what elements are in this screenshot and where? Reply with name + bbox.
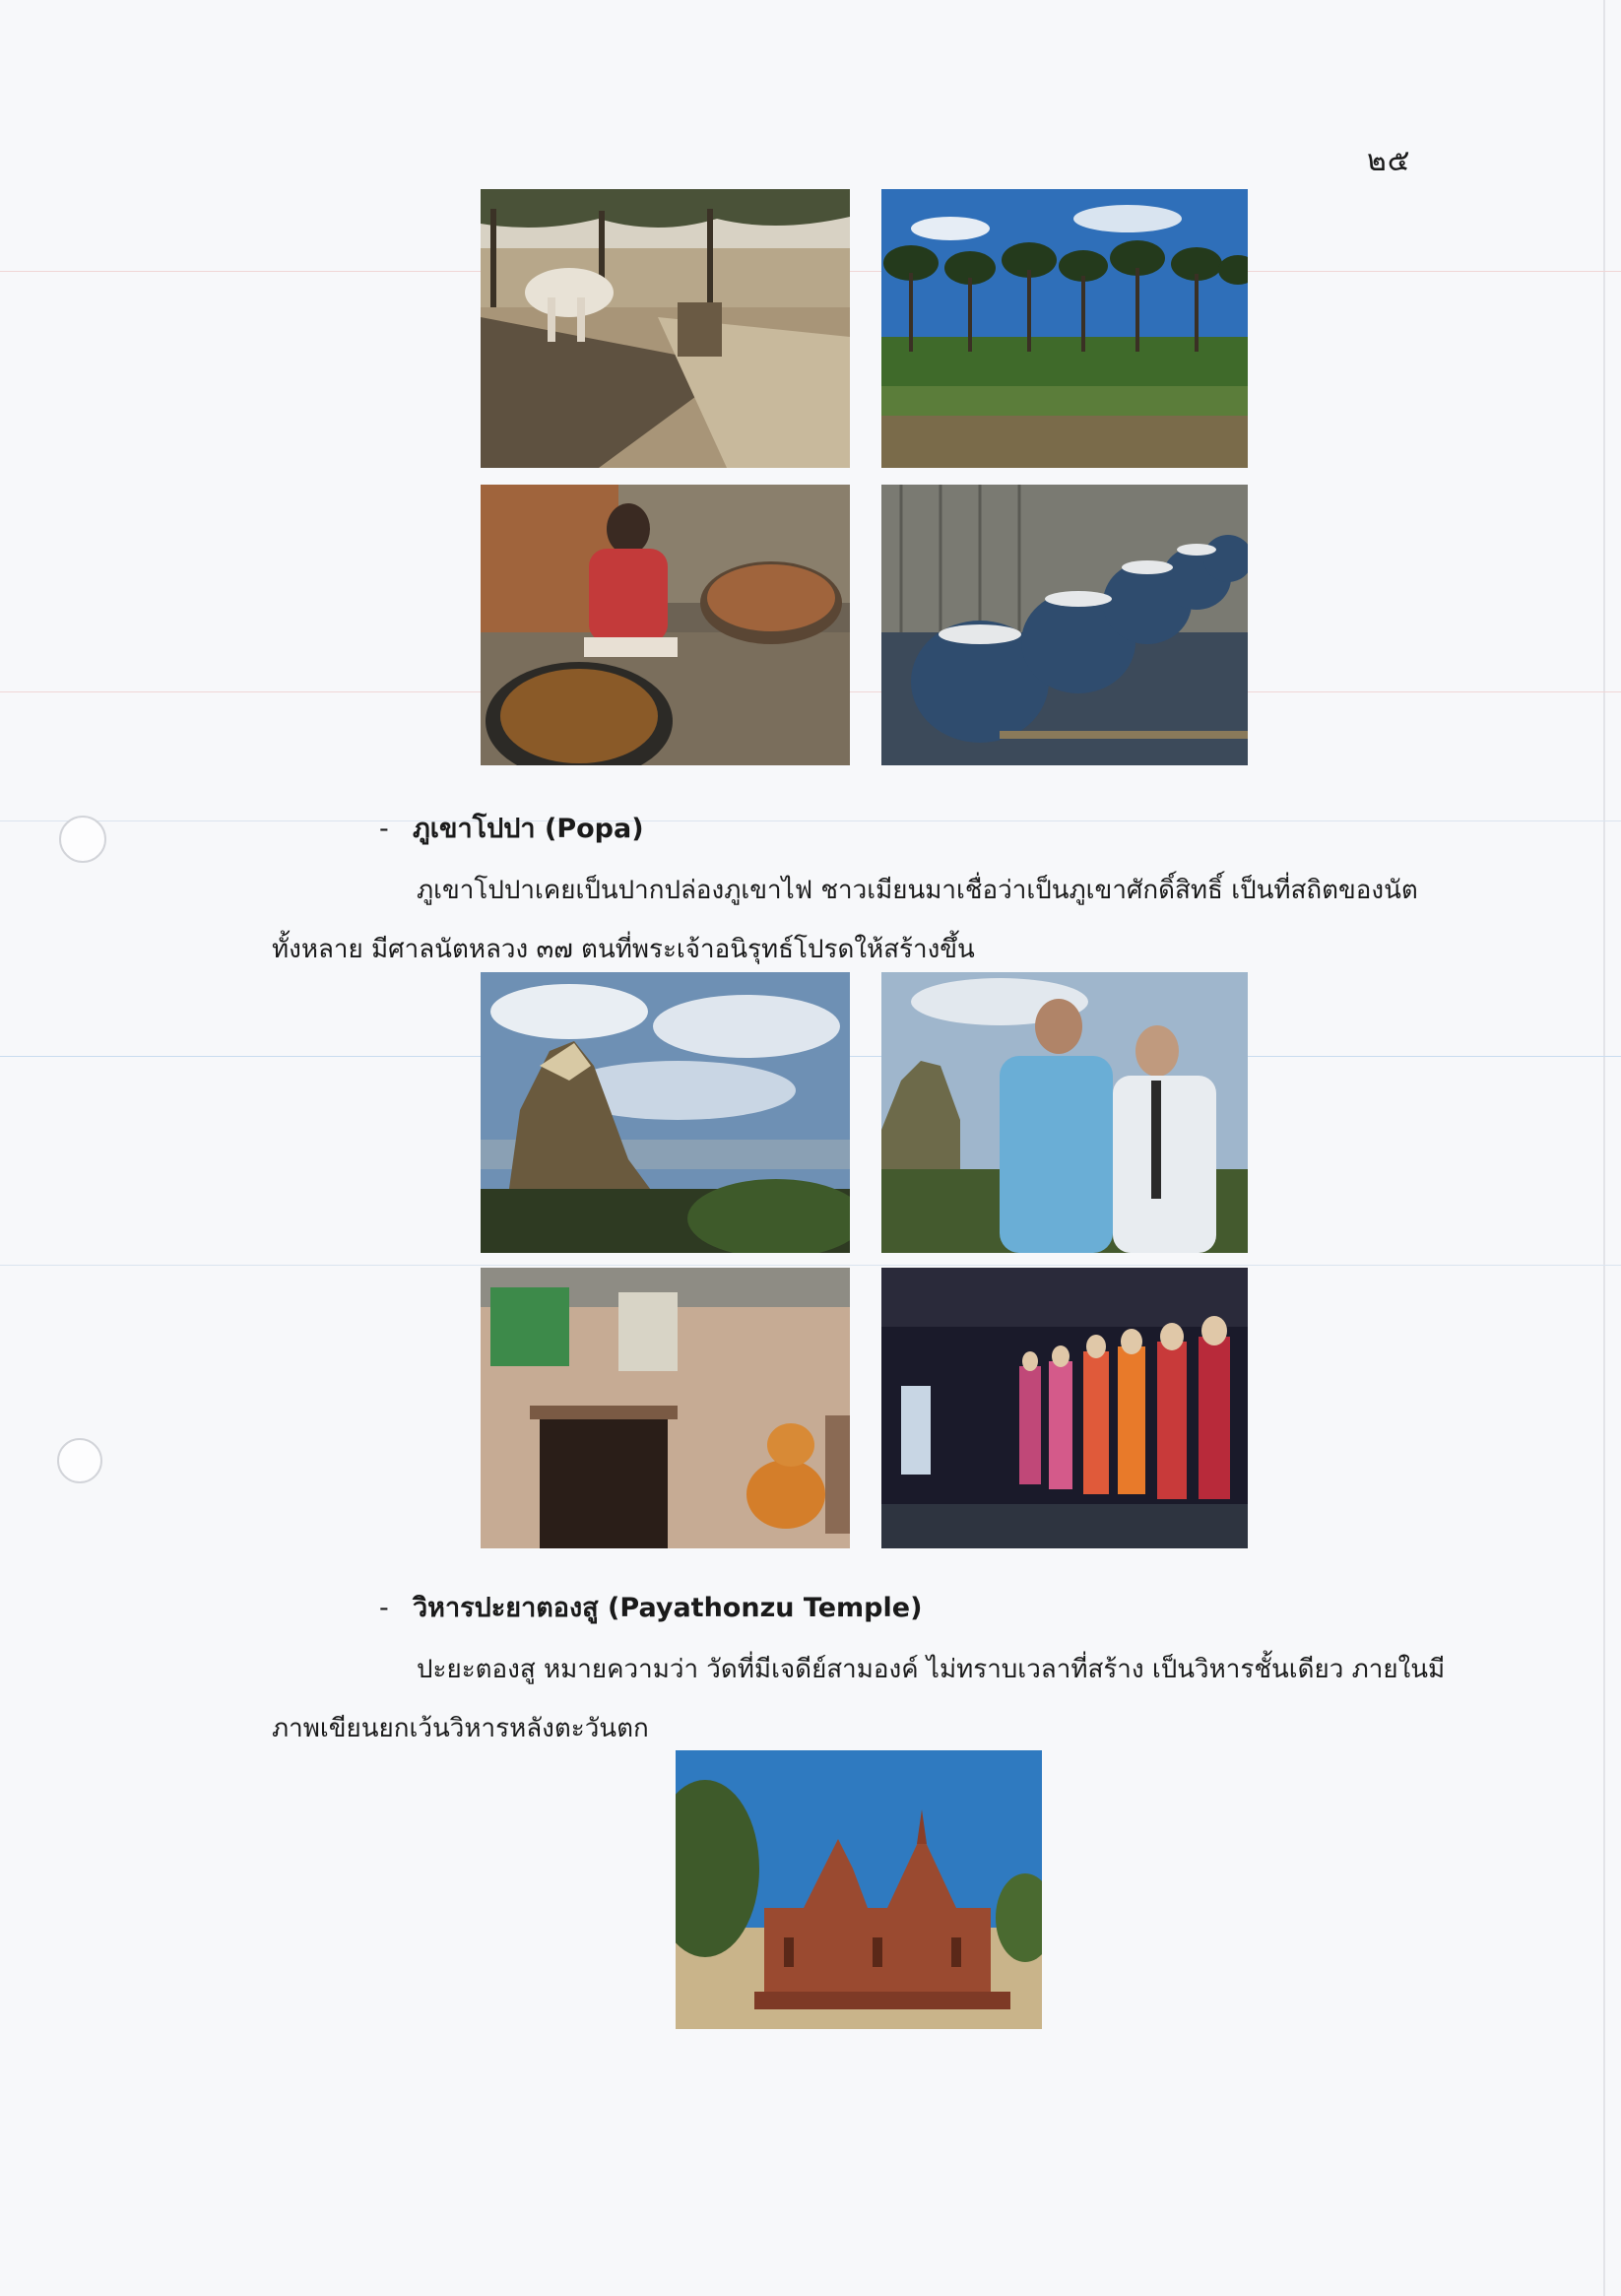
paragraph-payathonzu <box>272 1640 1454 1758</box>
scan-line <box>0 1265 1621 1266</box>
photo-ox-press-shed <box>481 189 850 468</box>
punch-hole <box>59 816 106 863</box>
punch-hole <box>57 1438 102 1483</box>
photo-two-visitors <box>881 972 1248 1253</box>
paragraph-line: ภาพเขียนยกเว้นวิหารหลังตะวันตก <box>272 1714 649 1743</box>
heading-popa: ภูเขาโปปา (Popa) <box>413 814 644 844</box>
photo-clay-pots <box>881 485 1248 765</box>
heading-dash: - <box>379 814 389 844</box>
photo-shrine-tiger <box>481 1268 850 1548</box>
photo-mount-popa <box>481 972 850 1253</box>
photo-nat-statues <box>881 1268 1248 1548</box>
photo-palm-trees <box>881 189 1248 468</box>
section-heading <box>379 807 644 849</box>
paragraph-popa <box>272 861 1454 979</box>
paragraph-line: ปะยะตองสู หมายความว่า วัดที่มีเจดีย์สามองค์ ไม่ทราบเวลาที่สร้าง เป็นวิหารชั้นเดียว ภายในมี <box>417 1655 1446 1684</box>
page-edge <box>1603 0 1605 2296</box>
heading-dash: - <box>379 1593 389 1623</box>
section-heading <box>379 1586 922 1628</box>
photo-woman-cooking <box>481 485 850 765</box>
scan-line <box>0 820 1621 821</box>
page-number: ๒๕ <box>1367 144 1411 178</box>
heading-payathonzu: วิหารปะยาตองสู (Payathonzu Temple) <box>413 1593 923 1623</box>
photo-payathonzu-temple <box>676 1750 1042 2029</box>
paragraph-line: ทั้งหลาย มีศาลนัตหลวง ๓๗ ตนที่พระเจ้าอนิรุทธ์โปรดให้สร้างขึ้น <box>272 935 975 964</box>
paragraph-line: ภูเขาโปปาเคยเป็นปากปล่องภูเขาไฟ ชาวเมียนมาเชื่อว่าเป็นภูเขาศักดิ์สิทธิ์ เป็นที่สถิตของนัต <box>417 876 1418 905</box>
